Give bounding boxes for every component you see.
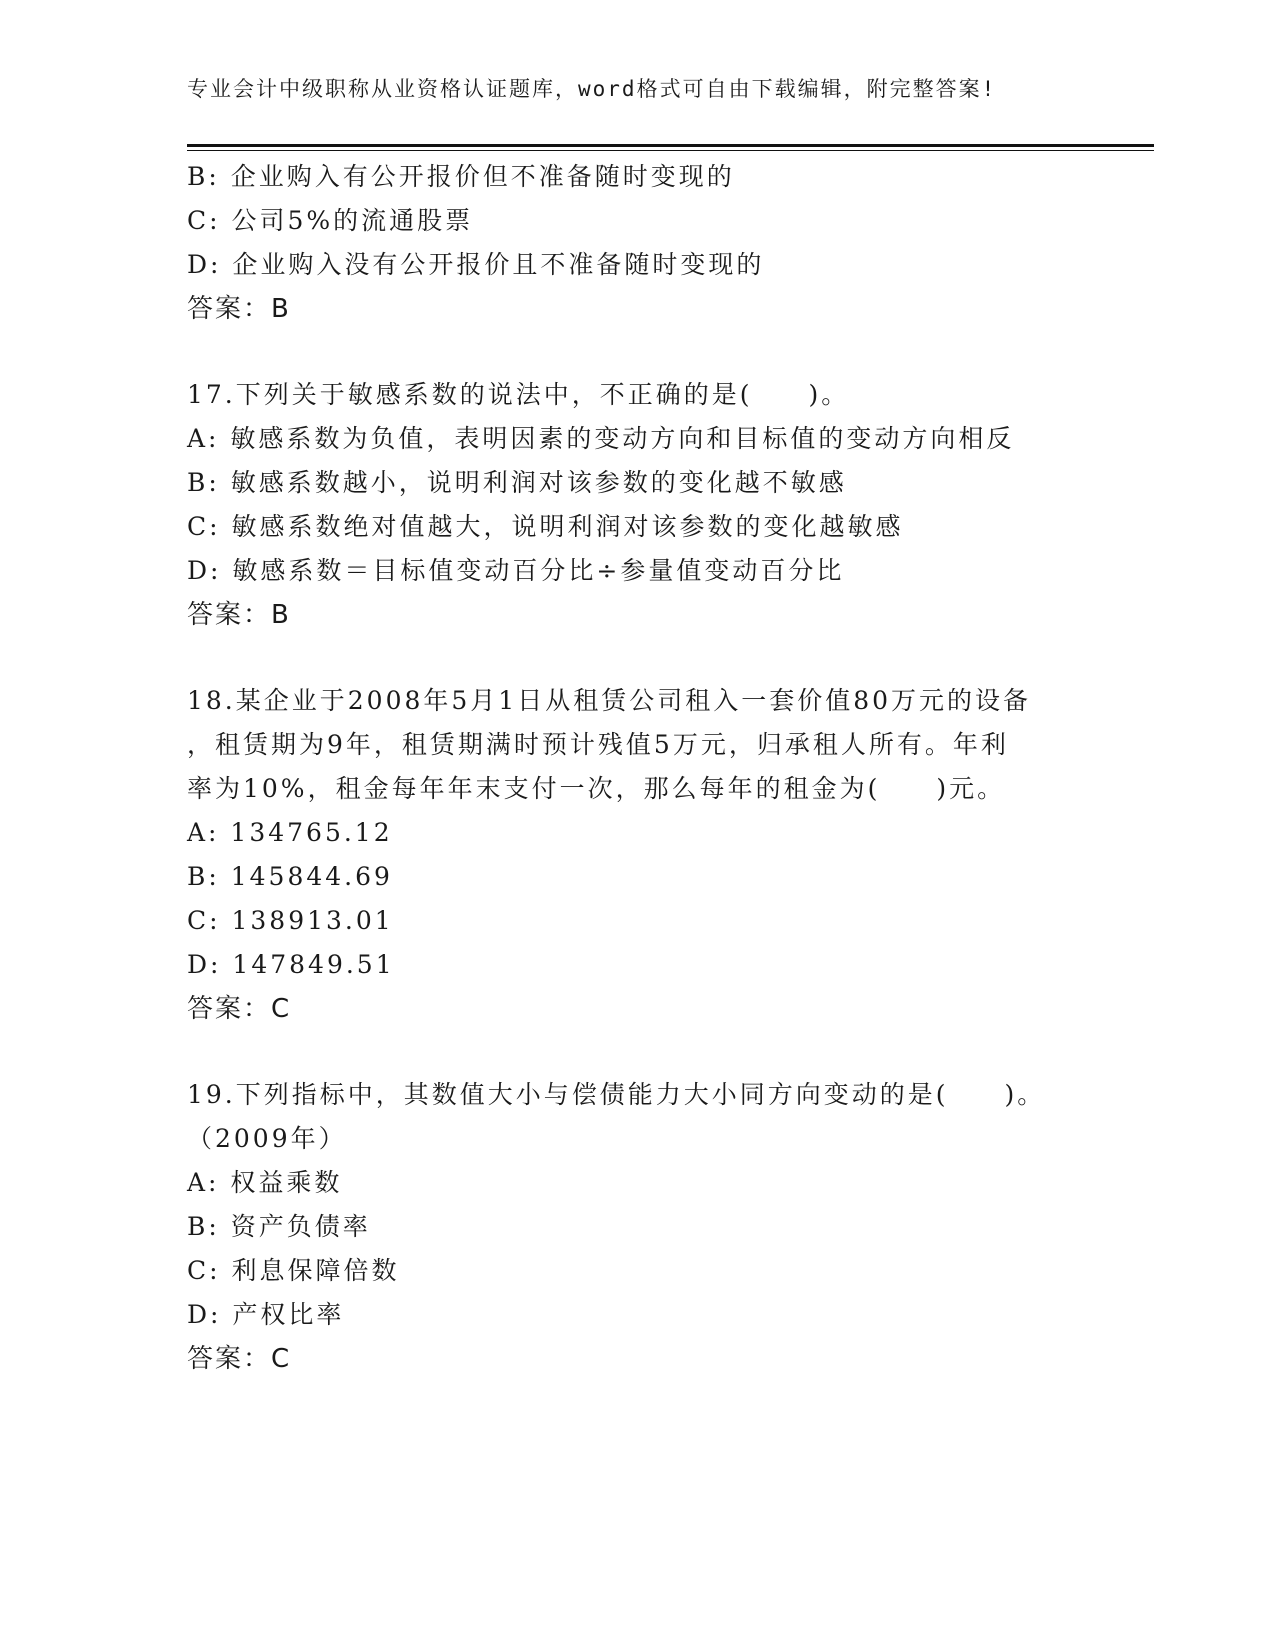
q17-answer: 答案：B — [187, 600, 291, 630]
header-rule-thick — [187, 144, 1154, 147]
q17-stem: 17.下列关于敏感系数的说法中，不正确的是( )。 — [187, 380, 850, 409]
q19-answer: 答案：C — [187, 1344, 292, 1374]
q19-option-b: B: 资产负债率 — [187, 1212, 371, 1241]
q19-option-d: D: 产权比率 — [187, 1300, 345, 1329]
q18-option-d: D: 147849.51 — [187, 950, 395, 979]
q18-stem-line3: 率为10%，租金每年年末支付一次，那么每年的租金为( )元。 — [187, 774, 1006, 803]
q17-option-a: A: 敏感系数为负值，表明因素的变动方向和目标值的变动方向相反 — [187, 424, 1015, 453]
q18-answer: 答案：C — [187, 994, 292, 1024]
q17-option-d: D: 敏感系数＝目标值变动百分比÷参量值变动百分比 — [187, 556, 845, 585]
header-rule-thin — [187, 150, 1154, 151]
q16-option-c: C: 公司5%的流通股票 — [187, 206, 474, 235]
q19-stem-line2: （2009年） — [187, 1124, 347, 1153]
q18-option-a: A: 134765.12 — [187, 818, 393, 847]
q18-stem-line1: 18.某企业于2008年5月1日从租赁公司租入一套价值80万元的设备 — [187, 686, 1032, 715]
q18-stem-line2: ，租赁期为9年，租赁期满时预计残值5万元，归承租人所有。年利 — [187, 730, 1009, 759]
q19-option-a: A: 权益乘数 — [187, 1168, 343, 1197]
q19-option-c: C: 利息保障倍数 — [187, 1256, 400, 1285]
q17-option-b: B: 敏感系数越小，说明利润对该参数的变化越不敏感 — [187, 468, 847, 497]
q19-stem-line1: 19.下列指标中，其数值大小与偿债能力大小同方向变动的是( )。 — [187, 1080, 1046, 1109]
q18-option-c: C: 138913.01 — [187, 906, 394, 935]
q16-option-b: B: 企业购入有公开报价但不准备随时变现的 — [187, 162, 735, 191]
q17-option-c: C: 敏感系数绝对值越大，说明利润对该参数的变化越敏感 — [187, 512, 904, 541]
page-header: 专业会计中级职称从业资格认证题库，word格式可自由下载编辑，附完整答案! — [187, 77, 997, 101]
q18-option-b: B: 145844.69 — [187, 862, 393, 891]
q16-answer: 答案：B — [187, 294, 291, 324]
q16-option-d: D: 企业购入没有公开报价且不准备随时变现的 — [187, 250, 765, 279]
